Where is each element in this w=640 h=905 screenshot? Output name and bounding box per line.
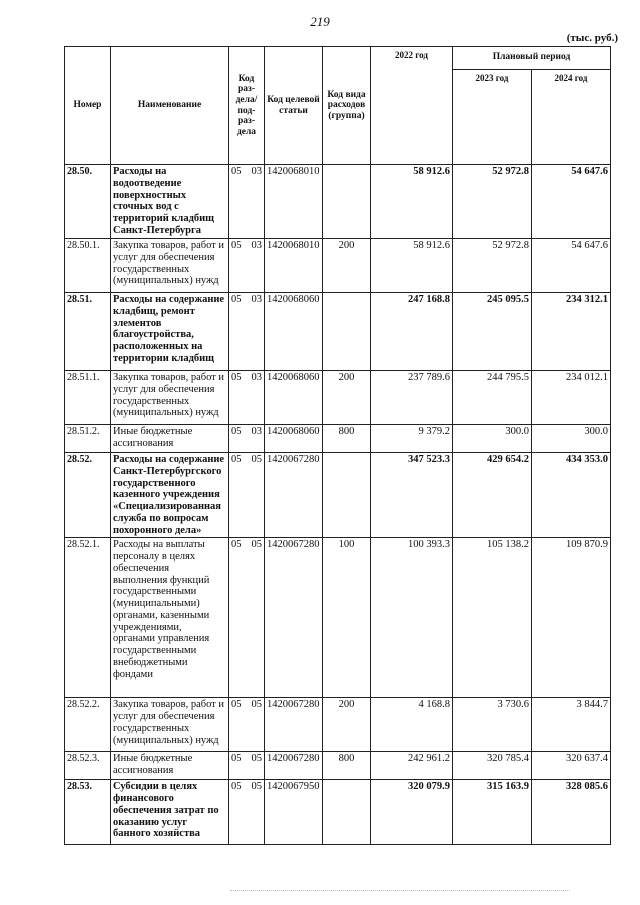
section-code: 05 bbox=[231, 454, 242, 465]
row-number: 28.51.1. bbox=[65, 371, 111, 425]
subsection-code: 03 bbox=[251, 166, 262, 177]
row-name: Расходы на выплаты персоналу в целях обеспечения выполнения функций государственными (муниципальными) органами, казенными учреждениями, органами управления государственными внебюджетными фондами bbox=[111, 538, 229, 698]
row-target-code: 1420067950 bbox=[265, 780, 323, 845]
row-value-2022: 9 379.2 bbox=[371, 425, 453, 453]
row-name: Закупка товаров, работ и услуг для обеспечения государственных (муниципальных) нужд bbox=[111, 698, 229, 752]
row-expense-code: 800 bbox=[323, 752, 371, 780]
table-row bbox=[65, 780, 611, 845]
page-number: 219 bbox=[310, 14, 330, 29]
row-name: Закупка товаров, работ и услуг для обеспечения государственных (муниципальных) нужд bbox=[111, 371, 229, 425]
header-planned: Плановый период bbox=[453, 47, 611, 70]
row-value-2022: 58 912.6 bbox=[371, 165, 453, 239]
row-name: Расходы на содержание кладбищ, ремонт элементов благоустройства, расположенных на территории кладбищ bbox=[111, 293, 229, 371]
row-target-code: 1420068060 bbox=[265, 293, 323, 371]
row-section-code bbox=[229, 453, 265, 538]
row-value-2023: 105 138.2 bbox=[453, 538, 532, 698]
units-label: (тыс. руб.) bbox=[566, 32, 618, 44]
row-expense-code bbox=[323, 780, 371, 845]
page-footer-blur bbox=[230, 890, 570, 897]
row-expense-code bbox=[323, 165, 371, 239]
header-section: Код раз-дела/ под-раз-дела bbox=[229, 47, 265, 165]
row-name: Субсидии в целях финансового обеспечения затрат по оказанию услуг банного хозяйства bbox=[111, 780, 229, 845]
row-name: Расходы на водоотведение поверхностных сточных вод с территорий кладбищ Санкт-Петербурга bbox=[111, 165, 229, 239]
row-value-2023: 245 095.5 bbox=[453, 293, 532, 371]
row-number: 28.52.1. bbox=[65, 538, 111, 698]
row-number: 28.53. bbox=[65, 780, 111, 845]
budget-table bbox=[64, 46, 611, 845]
header-2022: 2022 год bbox=[371, 47, 453, 165]
row-value-2024: 234 312.1 bbox=[532, 293, 611, 371]
row-value-2023: 244 795.5 bbox=[453, 371, 532, 425]
row-target-code: 1420068010 bbox=[265, 239, 323, 293]
table-row bbox=[65, 538, 611, 698]
row-value-2024: 54 647.6 bbox=[532, 239, 611, 293]
header-2024: 2024 год bbox=[532, 69, 611, 164]
table-row bbox=[65, 371, 611, 425]
section-code: 05 bbox=[231, 781, 242, 793]
table-row bbox=[65, 752, 611, 780]
row-number: 28.52.2. bbox=[65, 698, 111, 752]
row-value-2022: 320 079.9 bbox=[371, 780, 453, 845]
row-number: 28.52.3. bbox=[65, 752, 111, 780]
row-name: Иные бюджетные ассигнования bbox=[111, 425, 229, 453]
row-value-2022: 237 789.6 bbox=[371, 371, 453, 425]
row-number: 28.50.1. bbox=[65, 239, 111, 293]
row-value-2022: 247 168.8 bbox=[371, 293, 453, 371]
row-number: 28.52. bbox=[65, 453, 111, 538]
row-expense-code: 800 bbox=[323, 425, 371, 453]
section-code: 05 bbox=[231, 426, 242, 437]
row-expense-code: 100 bbox=[323, 538, 371, 698]
header-name: Наименование bbox=[111, 47, 229, 165]
row-section-code bbox=[229, 780, 265, 845]
subsection-code: 03 bbox=[251, 240, 262, 251]
row-section-code bbox=[229, 538, 265, 698]
row-value-2022: 58 912.6 bbox=[371, 239, 453, 293]
row-section-code bbox=[229, 165, 265, 239]
subsection-code: 03 bbox=[251, 372, 262, 383]
row-number: 28.51.2. bbox=[65, 425, 111, 453]
table-row bbox=[65, 453, 611, 538]
table-row bbox=[65, 293, 611, 371]
row-target-code: 1420068060 bbox=[265, 371, 323, 425]
row-name: Иные бюджетные ассигнования bbox=[111, 752, 229, 780]
row-value-2024: 54 647.6 bbox=[532, 165, 611, 239]
row-value-2024: 328 085.6 bbox=[532, 780, 611, 845]
section-code: 05 bbox=[231, 294, 242, 305]
row-expense-code: 200 bbox=[323, 239, 371, 293]
row-expense-code: 200 bbox=[323, 698, 371, 752]
row-value-2023: 320 785.4 bbox=[453, 752, 532, 780]
section-code: 05 bbox=[231, 240, 242, 251]
header-2023: 2023 год bbox=[453, 69, 532, 164]
row-target-code: 1420067280 bbox=[265, 453, 323, 538]
row-expense-code bbox=[323, 293, 371, 371]
subsection-code: 03 bbox=[251, 294, 262, 305]
row-value-2022: 4 168.8 bbox=[371, 698, 453, 752]
subsection-code: 05 bbox=[251, 781, 262, 793]
row-expense-code: 200 bbox=[323, 371, 371, 425]
row-section-code bbox=[229, 293, 265, 371]
row-value-2022: 100 393.3 bbox=[371, 538, 453, 698]
row-value-2024: 234 012.1 bbox=[532, 371, 611, 425]
row-name: Расходы на содержание Санкт-Петербургского государственного казенного учреждения «Специализированная служба по вопросам похоронного дела» bbox=[111, 453, 229, 538]
table-row bbox=[65, 239, 611, 293]
row-value-2023: 429 654.2 bbox=[453, 453, 532, 538]
header-number: Номер bbox=[65, 47, 111, 165]
header-target: Код целевой статьи bbox=[265, 47, 323, 165]
section-code: 05 bbox=[231, 166, 242, 177]
subsection-code: 05 bbox=[251, 699, 262, 711]
row-name: Закупка товаров, работ и услуг для обеспечения государственных (муниципальных) нужд bbox=[111, 239, 229, 293]
row-value-2023: 315 163.9 bbox=[453, 780, 532, 845]
section-code: 05 bbox=[231, 372, 242, 383]
table-row bbox=[65, 698, 611, 752]
row-target-code: 1420067280 bbox=[265, 752, 323, 780]
row-number: 28.50. bbox=[65, 165, 111, 239]
subsection-code: 05 bbox=[251, 539, 262, 551]
row-section-code bbox=[229, 698, 265, 752]
section-code: 05 bbox=[231, 753, 242, 765]
header-expense: Код вида расходов (группа) bbox=[323, 47, 371, 165]
row-value-2024: 300.0 bbox=[532, 425, 611, 453]
table-row bbox=[65, 165, 611, 239]
row-value-2023: 300.0 bbox=[453, 425, 532, 453]
subsection-code: 05 bbox=[251, 454, 262, 465]
row-number: 28.51. bbox=[65, 293, 111, 371]
row-value-2024: 3 844.7 bbox=[532, 698, 611, 752]
row-section-code bbox=[229, 371, 265, 425]
section-code: 05 bbox=[231, 699, 242, 711]
subsection-code: 05 bbox=[251, 753, 262, 765]
section-code: 05 bbox=[231, 539, 242, 551]
row-value-2023: 52 972.8 bbox=[453, 165, 532, 239]
row-target-code: 1420067280 bbox=[265, 538, 323, 698]
row-section-code bbox=[229, 752, 265, 780]
row-target-code: 1420068010 bbox=[265, 165, 323, 239]
row-value-2022: 347 523.3 bbox=[371, 453, 453, 538]
subsection-code: 03 bbox=[251, 426, 262, 437]
row-value-2024: 109 870.9 bbox=[532, 538, 611, 698]
row-section-code bbox=[229, 425, 265, 453]
row-section-code bbox=[229, 239, 265, 293]
row-value-2024: 320 637.4 bbox=[532, 752, 611, 780]
row-expense-code bbox=[323, 453, 371, 538]
row-value-2022: 242 961.2 bbox=[371, 752, 453, 780]
row-value-2023: 3 730.6 bbox=[453, 698, 532, 752]
row-value-2024: 434 353.0 bbox=[532, 453, 611, 538]
row-target-code: 1420068060 bbox=[265, 425, 323, 453]
row-target-code: 1420067280 bbox=[265, 698, 323, 752]
row-value-2023: 52 972.8 bbox=[453, 239, 532, 293]
table-row bbox=[65, 425, 611, 453]
